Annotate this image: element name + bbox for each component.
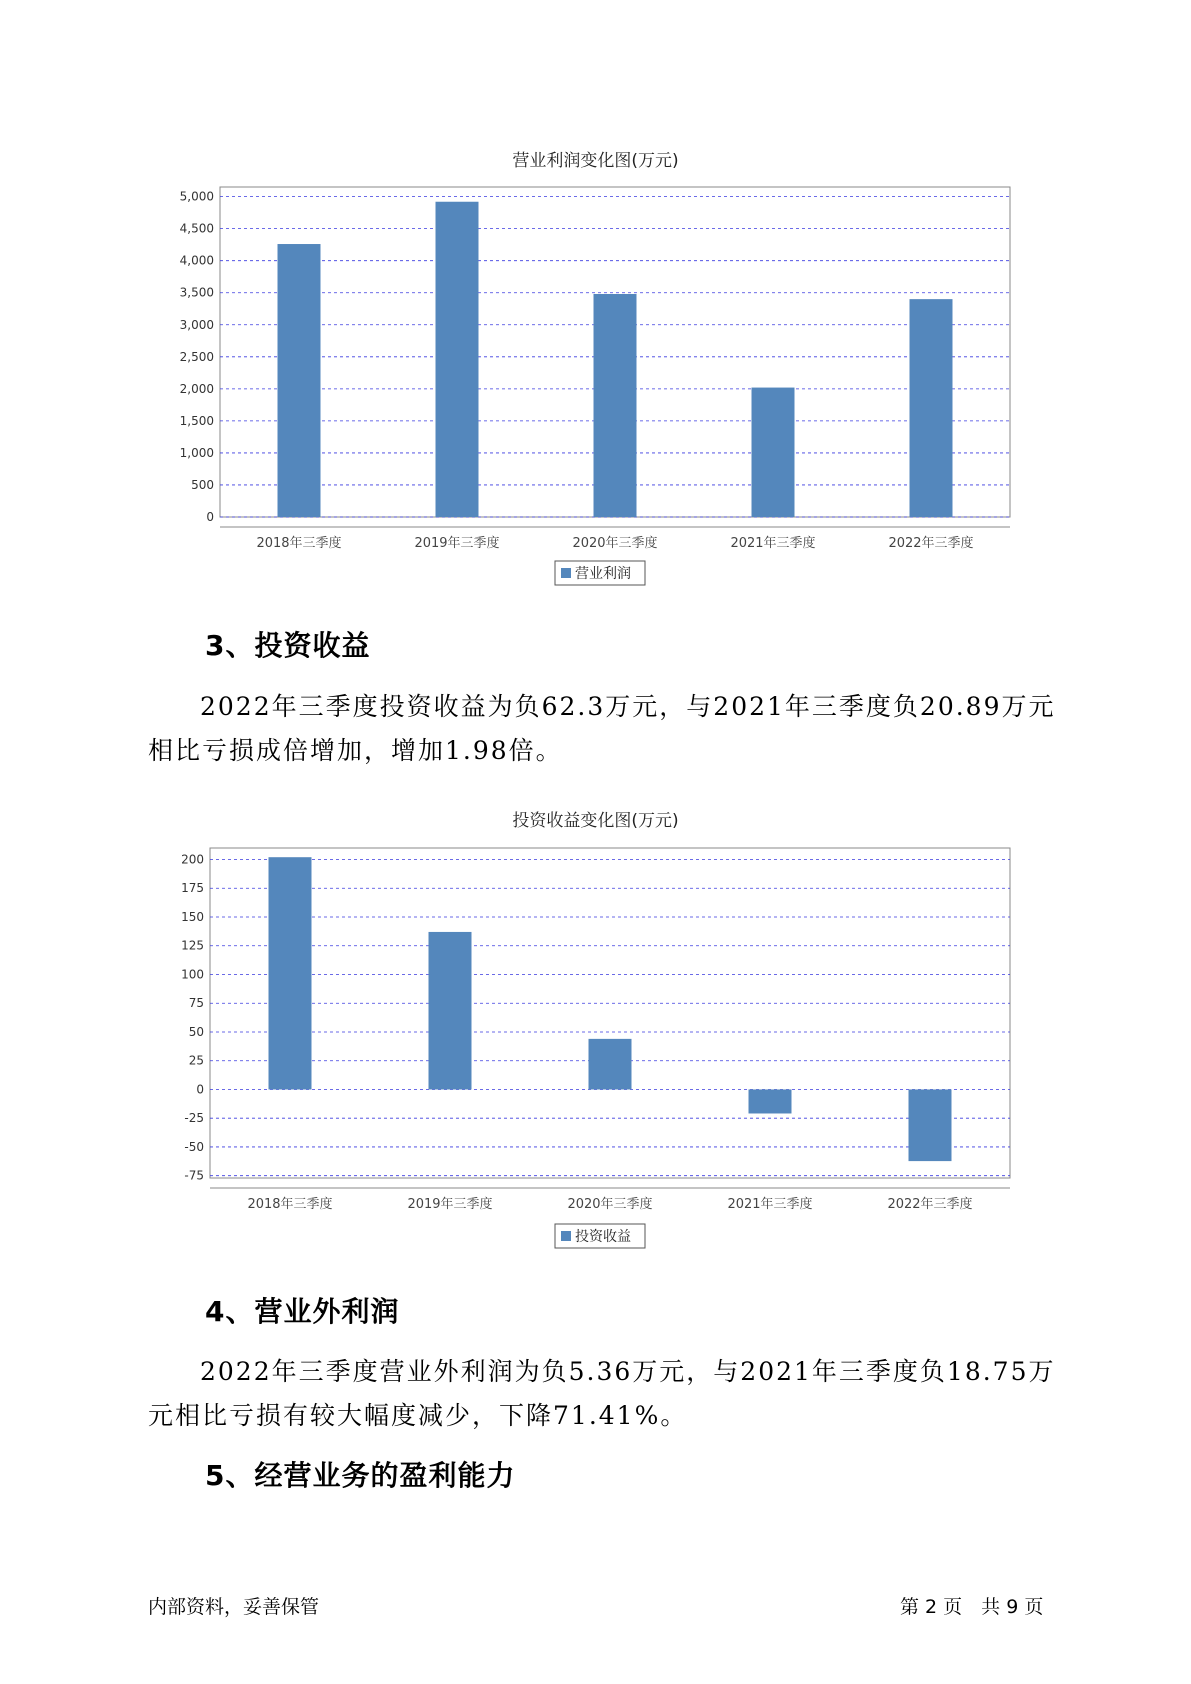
y-tick-label: 3,000 [179, 317, 214, 332]
y-tick-label: 100 [181, 967, 204, 982]
x-tick-label: 2018年三季度 [247, 1197, 333, 1212]
y-tick-label: -50 [184, 1139, 204, 1154]
section5-heading: 5、经营业务的盈利能力 [205, 1459, 516, 1492]
y-tick-label: 3,500 [179, 285, 214, 300]
x-tick-label: 2022年三季度 [887, 1197, 973, 1212]
y-tick-label: 2,500 [179, 349, 214, 364]
legend-swatch [561, 1231, 571, 1241]
bar [909, 1089, 952, 1161]
footer-page-number: 第 2 页 共 9 页 [900, 1596, 1044, 1618]
x-tick-label: 2021年三季度 [730, 536, 816, 551]
section4-heading: 4、营业外利润 [205, 1295, 400, 1328]
y-tick-label: 2,000 [179, 381, 214, 396]
y-tick-label: -25 [184, 1111, 204, 1126]
legend-label: 营业利润 [575, 566, 631, 582]
x-tick-label: 2021年三季度 [727, 1197, 813, 1212]
bar [429, 932, 472, 1090]
x-tick-label: 2020年三季度 [572, 536, 658, 551]
y-tick-label: 1,000 [179, 445, 214, 460]
bar [749, 1089, 792, 1113]
section3-heading: 3、投资收益 [205, 629, 371, 662]
y-tick-label: 200 [181, 852, 204, 867]
y-tick-label: 4,000 [179, 253, 214, 268]
bar [589, 1039, 632, 1090]
y-tick-label: 50 [188, 1024, 204, 1039]
y-tick-label: 75 [188, 996, 204, 1011]
y-tick-label: 4,500 [179, 221, 214, 236]
x-tick-label: 2022年三季度 [888, 536, 974, 551]
x-tick-label: 2018年三季度 [256, 536, 342, 551]
plot-area [210, 848, 1010, 1178]
bar [269, 857, 312, 1089]
legend-label: 投资收益 [575, 1229, 631, 1245]
section3-paragraph: 2022年三季度投资收益为负62.3万元，与2021年三季度负20.89万元相比亏损成倍增加，增加1.98倍。 [148, 692, 1056, 765]
section4-paragraph: 2022年三季度营业外利润为负5.36万元，与2021年三季度负18.75万元相比亏损有较大幅度减少，下降71.41%。 [148, 1357, 1056, 1430]
y-tick-label: 0 [196, 1082, 204, 1097]
y-tick-label: 150 [181, 909, 204, 924]
y-tick-label: 1,500 [179, 413, 214, 428]
x-tick-label: 2020年三季度 [567, 1197, 653, 1212]
y-tick-label: 500 [191, 477, 214, 492]
footer-confidential: 内部资料，妥善保管 [148, 1596, 320, 1618]
y-tick-label: 0 [206, 510, 214, 524]
chart1-title: 营业利润变化图(万元) [512, 151, 679, 171]
y-tick-label: 175 [181, 881, 204, 896]
y-tick-label: 125 [181, 938, 204, 953]
y-tick-label: 5,000 [179, 189, 214, 204]
x-tick-label: 2019年三季度 [414, 536, 500, 551]
y-tick-label: -75 [184, 1168, 204, 1183]
x-tick-label: 2019年三季度 [407, 1197, 493, 1212]
chart2-title: 投资收益变化图(万元) [512, 811, 679, 831]
y-tick-label: 25 [188, 1053, 204, 1068]
